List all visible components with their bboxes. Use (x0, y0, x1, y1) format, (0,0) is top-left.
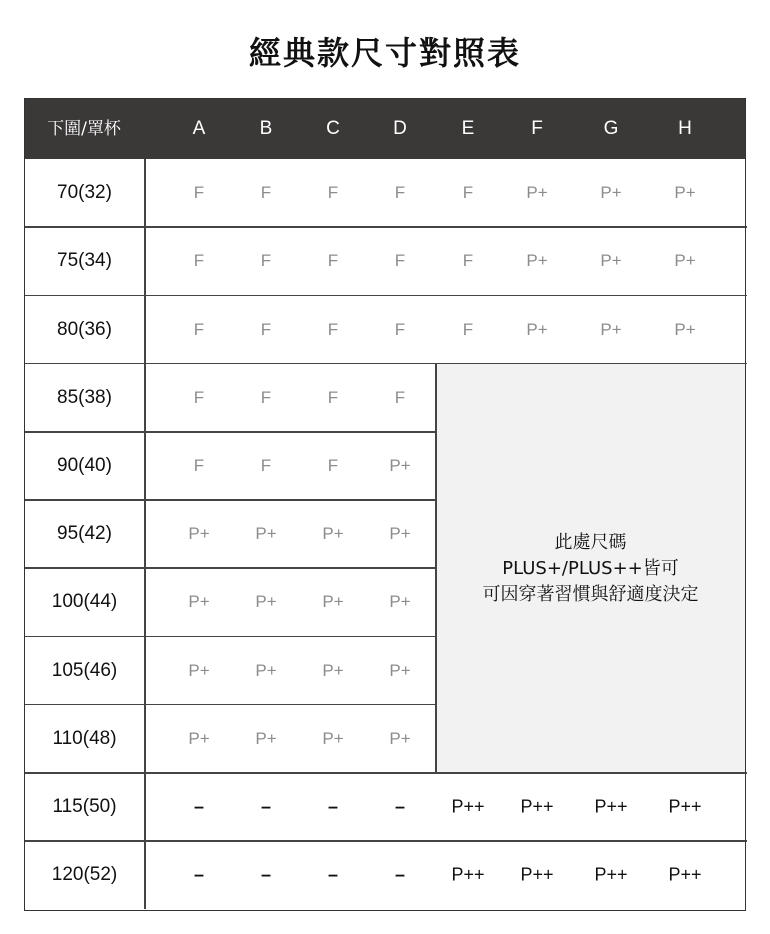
row-label-8: 110(48) (52, 727, 117, 749)
size-cell: F (462, 183, 474, 203)
size-cell: F (394, 387, 406, 407)
size-cell: P+ (600, 251, 622, 271)
size-cell: P+ (255, 728, 277, 748)
header-cup-c: C (326, 118, 340, 139)
size-cell: F (260, 319, 272, 339)
header-cup-b: B (259, 118, 273, 139)
header-cup-d: D (393, 118, 407, 139)
row-divider (25, 226, 747, 228)
size-cell: P++ (594, 864, 628, 885)
row-label-5: 95(42) (57, 523, 112, 545)
size-cell: P+ (255, 524, 277, 544)
size-cell: P++ (520, 796, 554, 817)
size-cell: – (260, 796, 272, 817)
row-label-4: 90(40) (57, 454, 112, 476)
size-cell: P+ (674, 319, 696, 339)
row-divider (25, 295, 747, 297)
size-cell: – (193, 864, 205, 885)
row-label-0: 70(32) (57, 182, 112, 204)
size-cell: – (327, 796, 339, 817)
size-cell: P+ (526, 251, 548, 271)
size-cell: F (260, 183, 272, 203)
size-cell: F (462, 251, 474, 271)
size-cell: P+ (600, 183, 622, 203)
page-title: 經典款尺寸對照表 (248, 34, 521, 72)
row-label-9: 115(50) (52, 795, 117, 817)
header-cup-f: F (531, 118, 543, 139)
header-cup-h: H (678, 118, 692, 139)
size-cell: P++ (668, 864, 702, 885)
size-cell: F (260, 387, 272, 407)
size-cell: P++ (451, 796, 485, 817)
size-cell: P++ (594, 796, 628, 817)
size-cell: P+ (188, 524, 210, 544)
size-cell: P+ (389, 524, 411, 544)
size-note (436, 364, 745, 774)
size-cell: P+ (188, 660, 210, 680)
table-header (25, 99, 745, 159)
size-chart-table (24, 98, 746, 911)
size-cell: P++ (520, 864, 554, 885)
size-cell: F (394, 183, 406, 203)
row-divider (25, 567, 436, 569)
note-line-1: 此處尺碼 (554, 532, 627, 553)
size-cell: F (260, 251, 272, 271)
row-divider (25, 499, 436, 501)
size-cell: F (394, 319, 406, 339)
size-cell: F (260, 455, 272, 475)
label-column-divider (144, 159, 146, 909)
size-cell: P+ (188, 728, 210, 748)
header-cup-g: G (603, 118, 619, 139)
size-cell: P+ (526, 319, 548, 339)
size-cell: – (260, 864, 272, 885)
size-cell: P+ (255, 660, 277, 680)
size-cell: P+ (389, 455, 411, 475)
row-divider (25, 636, 436, 638)
row-label-7: 105(46) (51, 659, 118, 681)
header-band-cup: 下圍/罩杯 (47, 119, 121, 139)
size-cell: P+ (674, 251, 696, 271)
row-divider (25, 431, 436, 433)
size-cell: – (193, 796, 205, 817)
size-cell: F (193, 183, 205, 203)
size-cell: F (193, 455, 205, 475)
size-cell: F (327, 455, 339, 475)
row-divider (25, 704, 436, 706)
size-cell: P+ (322, 660, 344, 680)
size-cell: P+ (255, 592, 277, 612)
size-cell: F (193, 387, 205, 407)
size-cell: P+ (674, 183, 696, 203)
row-label-3: 85(38) (57, 386, 112, 408)
size-cell: – (394, 864, 406, 885)
size-cell: P+ (600, 319, 622, 339)
size-cell: F (327, 387, 339, 407)
header-cup-a: A (192, 118, 206, 139)
size-cell: F (193, 319, 205, 339)
size-cell: F (327, 251, 339, 271)
note-line-2: PLUS+/PLUS++皆可 (502, 558, 679, 579)
size-cell: – (394, 796, 406, 817)
size-cell: P+ (322, 592, 344, 612)
size-cell: P+ (389, 592, 411, 612)
size-cell: P++ (451, 864, 485, 885)
size-cell: F (394, 251, 406, 271)
note-left-border (435, 364, 437, 773)
size-cell: F (462, 319, 474, 339)
size-cell: P++ (668, 796, 702, 817)
size-cell: F (193, 251, 205, 271)
size-cell: – (327, 864, 339, 885)
size-cell: P+ (526, 183, 548, 203)
row-divider (25, 840, 747, 842)
size-cell: P+ (322, 728, 344, 748)
row-label-2: 80(36) (57, 318, 112, 340)
row-label-10: 120(52) (51, 864, 118, 886)
size-cell: P+ (389, 728, 411, 748)
size-cell: F (327, 183, 339, 203)
row-label-1: 75(34) (57, 250, 112, 272)
row-divider (25, 363, 747, 365)
row-divider (25, 772, 747, 774)
header-cup-e: E (461, 118, 475, 139)
row-label-6: 100(44) (51, 591, 118, 613)
size-cell: P+ (188, 592, 210, 612)
note-line-3: 可因穿著習慣與舒適度決定 (482, 584, 699, 605)
size-cell: P+ (322, 524, 344, 544)
size-cell: F (327, 319, 339, 339)
size-cell: P+ (389, 660, 411, 680)
